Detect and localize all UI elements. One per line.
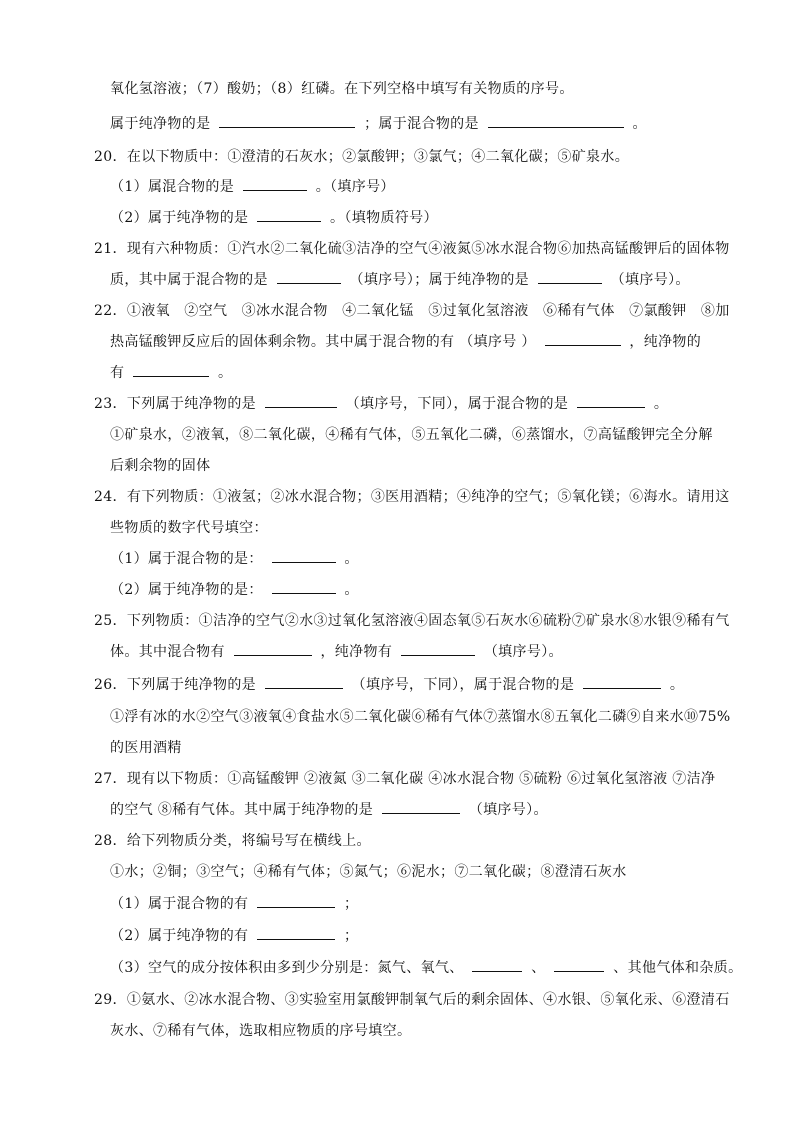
answer-blank[interactable] <box>554 959 604 972</box>
question-22-stem: 22．①液氧 ②空气 ③冰水混合物 ④二氧化锰 ⑤过氧化氢溶液 ⑥稀有气体 ⑦氯酸钾 ⑧加 <box>94 303 730 319</box>
answer-blank[interactable] <box>577 395 645 408</box>
answer-blank[interactable] <box>382 801 460 814</box>
question-21-stem: 21．现有六种物质：①汽水②二氧化硫③洁净的空气④液氮⑤冰水混合物⑥加热高锰酸钾后的固体物 <box>94 241 730 257</box>
answer-blank[interactable] <box>243 178 307 191</box>
answer-blank[interactable] <box>265 395 337 408</box>
question-22-prompt-continued: 有 。 <box>110 365 233 381</box>
question-24-stem: 24．有下列物质：①液氢；②冰水混合物；③医用酒精；④纯净的空气；⑤氧化镁；⑥海水。请用这 <box>94 489 730 505</box>
question-28-part-2: （2）属于纯净物的有 ； <box>110 928 359 944</box>
question-24-part-1: （1）属于混合物的是： 。 <box>110 551 359 567</box>
question-26-options: ①浮有冰的水②空气③液氧④食盐水⑤二氧化碳⑥稀有气体⑦蒸馏水⑧五氧化二磷⑨自来水⑩75% <box>110 709 731 725</box>
answer-blank[interactable] <box>257 927 335 940</box>
question-25-stem: 25．下列物质：①洁净的空气②水③过氧化氢溶液④固态氧⑤石灰水⑥硫粉⑦矿泉水⑧水银⑨稀有气 <box>94 613 730 629</box>
answer-blank[interactable] <box>538 271 602 284</box>
question-23-stem: 23．下列属于纯净物的是 （填序号，下同），属于混合物的是 。 <box>94 396 669 412</box>
question-26-options-continued: 的医用酒精 <box>110 740 182 756</box>
question-29-stem-continued: 灰水、⑦稀有气体，选取相应物质的序号填空。 <box>110 1023 412 1039</box>
question-20-part-1: （1）属混合物的是 。（填序号） <box>110 179 395 195</box>
answer-blank[interactable] <box>272 550 336 563</box>
answer-blank[interactable] <box>583 676 661 689</box>
question-25-prompt: 体。其中混合物有 ，纯净物有 （填序号）。 <box>110 644 563 660</box>
answer-blank[interactable] <box>133 364 209 377</box>
answer-blank[interactable] <box>272 581 336 594</box>
question-24-stem-continued: 些物质的数字代号填空： <box>110 520 268 536</box>
question-19-prompt: 属于纯净物的是 ；属于混合物的是 。 <box>110 116 647 132</box>
answer-blank[interactable] <box>488 115 624 128</box>
question-23-options: ①矿泉水，②液氧，⑧二氧化碳，④稀有气体，⑤五氧化二磷，⑥蒸馏水，⑦高锰酸钾完全分解 <box>110 427 713 443</box>
answer-blank[interactable] <box>277 271 341 284</box>
answer-blank[interactable] <box>265 676 343 689</box>
question-27-prompt: 的空气 ⑧稀有气体。其中属于纯净物的是 （填序号）。 <box>110 802 548 818</box>
question-28-part-1: （1）属于混合物的有 ； <box>110 896 359 912</box>
question-22-prompt: 热高锰酸钾反应后的固体剩余物。其中属于混合物的有 （填序号 ） ，纯净物的 <box>110 334 702 350</box>
question-26-stem: 26．下列属于纯净物的是 （填序号，下同），属于混合物的是 。 <box>94 677 685 693</box>
question-23-options-continued: 后剩余物的固体 <box>110 458 211 474</box>
answer-blank[interactable] <box>472 959 522 972</box>
question-27-stem: 27．现有以下物质：①高锰酸钾 ②液氮 ③二氧化碳 ④冰水混合物 ⑤硫粉 ⑥过氧化氢溶液 ⑦洁净 <box>94 771 716 787</box>
question-21-prompt: 质，其中属于混合物的是 （填序号）；属于纯净物的是 （填序号）。 <box>110 272 690 288</box>
question-28-stem: 28．给下列物质分类，将编号写在横线上。 <box>94 833 371 849</box>
answer-blank[interactable] <box>234 643 312 656</box>
question-24-part-2: （2）属于纯净物的是： 。 <box>110 582 359 598</box>
question-19-options-continued: 氧化氢溶液；（7）酸奶；（8）红磷。在下列空格中填写有关物质的序号。 <box>110 81 574 97</box>
question-29-stem: 29．①氨水、②冰水混合物、③实验室用氯酸钾制氧气后的剩余固体、④水银、⑤氧化汞、⑥澄清石 <box>94 992 730 1008</box>
question-20-part-2: （2）属于纯净物的是 。（填物质符号） <box>110 210 438 226</box>
answer-blank[interactable] <box>257 895 335 908</box>
question-28-options: ①水；②铜；③空气；④稀有气体；⑤氮气；⑥泥水；⑦二氧化碳；⑧澄清石灰水 <box>110 864 627 880</box>
answer-blank[interactable] <box>545 333 621 346</box>
question-20-stem: 20．在以下物质中：①澄清的石灰水；②氯酸钾；③氯气；④二氧化碳；⑤矿泉水。 <box>94 149 630 165</box>
answer-blank[interactable] <box>257 209 321 222</box>
question-28-part-3: （3）空气的成分按体积由多到少分别是：氮气、氧气、 、 、其他气体和杂质。 <box>110 960 743 976</box>
answer-blank[interactable] <box>401 643 475 656</box>
answer-blank[interactable] <box>219 115 355 128</box>
